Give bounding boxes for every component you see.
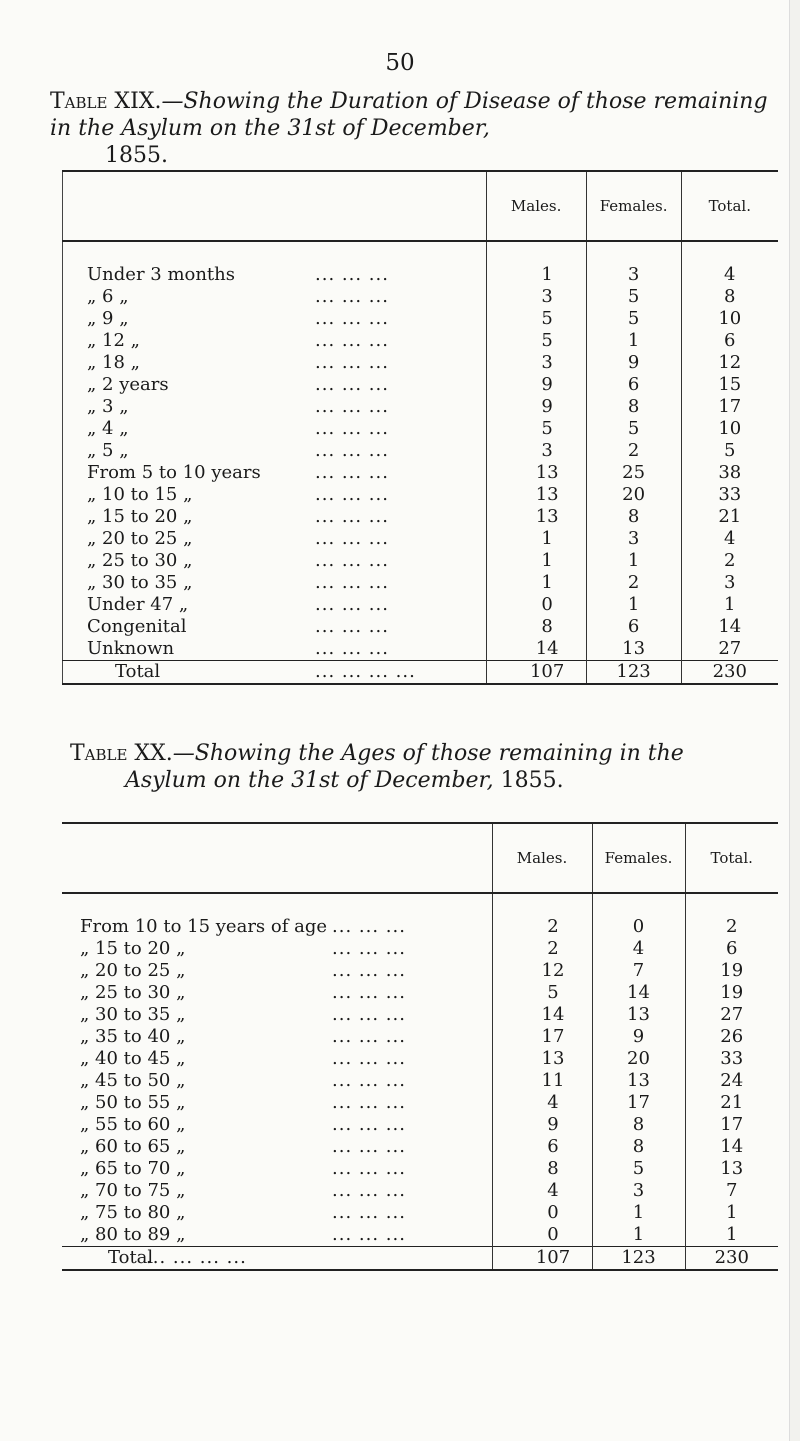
total-value: 6 [726, 938, 738, 959]
row-label-cell [63, 374, 487, 396]
females-value: 5 [586, 418, 681, 440]
row-label-cell [62, 1070, 492, 1092]
row-label: „ 65 to 70 „ [80, 1158, 186, 1179]
females-value: 1 [586, 594, 681, 616]
spacer-cell [592, 893, 685, 916]
spacer-cell [63, 241, 487, 264]
spacer-cell [486, 241, 586, 264]
total-value: 19 [720, 982, 744, 1003]
total-value: 2 [726, 916, 738, 937]
row-label-cell [62, 1026, 492, 1048]
row-label-cell [63, 550, 487, 572]
total-value: 38 [718, 462, 742, 483]
leader-dots: ... ... ... [332, 1136, 406, 1157]
table-19-caption-year: 1855. [105, 143, 168, 168]
row-label-cell [63, 572, 487, 594]
table-20-header-females: Females. [592, 823, 685, 893]
row-label-cell [63, 330, 487, 352]
total-value: 1 [726, 1202, 738, 1223]
row-label: „ 3 „ [87, 396, 129, 417]
row-label-cell [63, 528, 487, 550]
row-label: „ 5 „ [87, 440, 129, 461]
row-label-cell [63, 264, 487, 286]
row-label: „ 25 to 30 „ [87, 550, 193, 571]
leader-dots: ... ... ... [315, 308, 389, 329]
table-row [63, 594, 779, 616]
males-value: 0 [486, 594, 586, 616]
females-value: 8 [592, 1136, 685, 1158]
females-value: 17 [592, 1092, 685, 1114]
females-value: 8 [586, 506, 681, 528]
row-label: „ 6 „ [87, 286, 129, 307]
table-row [62, 1158, 778, 1180]
leader-dots: ... ... ... [332, 982, 406, 1003]
row-label: „ 20 to 25 „ [87, 528, 193, 549]
table-row [62, 1070, 778, 1092]
table-20-header-total: Total. [685, 823, 778, 893]
page-spine-edge [789, 0, 800, 1441]
total-label: Total [115, 661, 161, 682]
males-value: 4 [492, 1092, 592, 1114]
table-20-caption [70, 740, 800, 794]
table-row [62, 960, 778, 982]
females-value: 8 [586, 396, 681, 418]
row-label-cell [63, 462, 487, 484]
row-label: Under 3 months [87, 264, 235, 285]
row-label-cell [63, 616, 487, 638]
table-20-body [62, 893, 778, 1270]
females-value: 0 [592, 916, 685, 938]
leader-dots: ... ... ... [315, 264, 389, 285]
males-value: 12 [492, 960, 592, 982]
table-row [62, 1092, 778, 1114]
leader-dots: ... ... ... [315, 330, 389, 351]
males-value: 9 [486, 374, 586, 396]
males-value: 13 [486, 462, 586, 484]
total-total: 230 [681, 661, 778, 685]
females-value: 25 [586, 462, 681, 484]
leader-dots: ... ... ... [332, 960, 406, 981]
table-row [62, 982, 778, 1004]
males-value: 5 [492, 982, 592, 1004]
table-row [63, 616, 779, 638]
total-value: 27 [718, 638, 742, 659]
row-label-cell [62, 1180, 492, 1202]
males-value: 3 [486, 440, 586, 462]
row-label-cell [62, 1202, 492, 1224]
females-value: 2 [586, 572, 681, 594]
leader-dots: ... ... ... [315, 572, 389, 593]
total-value: 4 [724, 528, 736, 549]
males-value: 5 [486, 330, 586, 352]
females-value: 3 [586, 528, 681, 550]
table-19-caption [50, 88, 780, 169]
leader-dots: ... ... ... [315, 616, 389, 637]
total-females: 123 [586, 661, 681, 685]
table-19-header-label [63, 171, 487, 241]
table-20-header-label [62, 823, 492, 893]
row-label-cell [63, 440, 487, 462]
females-value: 2 [586, 440, 681, 462]
total-value: 19 [720, 960, 744, 981]
table-row [63, 550, 779, 572]
males-value: 5 [486, 308, 586, 330]
males-value: 2 [492, 916, 592, 938]
table-row [62, 938, 778, 960]
table-row [63, 374, 779, 396]
leader-dots: ... ... ... ... [146, 1247, 247, 1268]
row-label: „ 15 to 20 „ [80, 938, 186, 959]
total-value: 14 [718, 616, 742, 637]
males-value: 3 [486, 352, 586, 374]
spacer-cell [586, 241, 681, 264]
table-row [62, 1004, 778, 1026]
row-label: „ 10 to 15 „ [87, 484, 193, 505]
total-females: 123 [592, 1247, 685, 1271]
table-row [62, 916, 778, 938]
leader-dots: ... ... ... [332, 916, 406, 937]
females-value: 1 [586, 330, 681, 352]
leader-dots: ... ... ... [315, 396, 389, 417]
females-value: 6 [586, 616, 681, 638]
row-label-cell [63, 308, 487, 330]
total-value: 1 [724, 594, 736, 615]
males-value: 11 [492, 1070, 592, 1092]
females-value: 6 [586, 374, 681, 396]
males-value: 13 [492, 1048, 592, 1070]
row-label: „ 30 to 35 „ [80, 1004, 186, 1025]
row-label-cell [63, 396, 487, 418]
total-label-cell [62, 1247, 492, 1271]
leader-dots: ... ... ... [332, 1158, 406, 1179]
females-value: 20 [592, 1048, 685, 1070]
females-value: 1 [592, 1202, 685, 1224]
males-value: 8 [492, 1158, 592, 1180]
table-20-header-row [62, 823, 778, 893]
table-19-header-males: Males. [486, 171, 586, 241]
row-label-cell [62, 938, 492, 960]
table-row [63, 440, 779, 462]
table-20-caption-text: —Showing the Ages of those remaining in the [172, 741, 684, 766]
row-label: „ 45 to 50 „ [80, 1070, 186, 1091]
total-value: 3 [724, 572, 736, 593]
males-value: 5 [486, 418, 586, 440]
row-label-cell [62, 1092, 492, 1114]
leader-dots: ... ... ... [332, 1114, 406, 1135]
table-row [63, 484, 779, 506]
leader-dots: ... ... ... [315, 286, 389, 307]
total-males: 107 [492, 1247, 592, 1271]
males-value: 1 [486, 264, 586, 286]
total-value: 33 [720, 1048, 744, 1069]
table-row [62, 1202, 778, 1224]
spacer-cell [681, 241, 778, 264]
leader-dots: ... ... ... [315, 638, 389, 659]
leader-dots: ... ... ... [332, 938, 406, 959]
table-row [63, 528, 779, 550]
females-value: 3 [586, 264, 681, 286]
row-label-cell [62, 1158, 492, 1180]
total-row [62, 1247, 778, 1271]
males-value: 3 [486, 286, 586, 308]
row-label: „ 4 „ [87, 418, 129, 439]
total-value: 17 [720, 1114, 744, 1135]
leader-dots: ... ... ... [315, 594, 389, 615]
males-value: 0 [492, 1202, 592, 1224]
total-value: 10 [718, 308, 742, 329]
males-value: 0 [492, 1224, 592, 1247]
leader-dots: ... ... ... [332, 1070, 406, 1091]
females-value: 13 [592, 1070, 685, 1092]
table-19-header-total: Total. [681, 171, 778, 241]
leader-dots: ... ... ... [315, 484, 389, 505]
row-label: „ 2 years [87, 374, 169, 395]
spacer-cell [492, 893, 592, 916]
total-value: 8 [724, 286, 736, 307]
males-value: 14 [492, 1004, 592, 1026]
females-value: 14 [592, 982, 685, 1004]
row-label: „ 75 to 80 „ [80, 1202, 186, 1223]
row-label: „ 55 to 60 „ [80, 1114, 186, 1135]
leader-dots: ... ... ... [332, 1026, 406, 1047]
total-value: 2 [724, 550, 736, 571]
males-value: 1 [486, 528, 586, 550]
total-value: 24 [720, 1070, 744, 1091]
row-label: „ 18 „ [87, 352, 140, 373]
table-row [62, 1114, 778, 1136]
row-label: „ 35 to 40 „ [80, 1026, 186, 1047]
table-19 [62, 170, 778, 685]
row-label-cell [62, 982, 492, 1004]
leader-dots: ... ... ... [332, 1048, 406, 1069]
table-row [63, 330, 779, 352]
row-label-cell [63, 506, 487, 528]
row-label-cell [63, 594, 487, 616]
leader-dots: ... ... ... [315, 418, 389, 439]
table-row [63, 286, 779, 308]
males-value: 8 [486, 616, 586, 638]
row-label-cell [62, 1136, 492, 1158]
row-label: Unknown [87, 638, 175, 659]
spacer-row [63, 241, 779, 264]
total-value: 26 [720, 1026, 744, 1047]
males-value: 6 [492, 1136, 592, 1158]
total-value: 15 [718, 374, 742, 395]
total-value: 5 [724, 440, 736, 461]
females-value: 8 [592, 1114, 685, 1136]
females-value: 3 [592, 1180, 685, 1202]
row-label-cell [63, 286, 487, 308]
table-row [62, 1048, 778, 1070]
total-value: 27 [720, 1004, 744, 1025]
females-value: 20 [586, 484, 681, 506]
leader-dots: ... ... ... [332, 1180, 406, 1201]
total-value: 12 [718, 352, 742, 373]
leader-dots: ... ... ... [315, 506, 389, 527]
leader-dots: ... ... ... [315, 352, 389, 373]
leader-dots: ... ... ... [315, 462, 389, 483]
leader-dots: ... ... ... [315, 528, 389, 549]
row-label-cell [62, 916, 492, 938]
total-total: 230 [685, 1247, 778, 1271]
table-row [63, 462, 779, 484]
row-label: „ 50 to 55 „ [80, 1092, 186, 1113]
table-row [62, 1136, 778, 1158]
row-label-cell [62, 1224, 492, 1247]
total-value: 21 [720, 1092, 744, 1113]
total-value: 21 [718, 506, 742, 527]
females-value: 5 [592, 1158, 685, 1180]
table-19-header-females: Females. [586, 171, 681, 241]
table-row [62, 1026, 778, 1048]
total-row [63, 661, 779, 685]
leader-dots: ... ... ... [332, 1224, 406, 1245]
table-20 [62, 822, 778, 1271]
females-value: 13 [586, 638, 681, 661]
females-value: 5 [586, 286, 681, 308]
males-value: 1 [486, 572, 586, 594]
row-label: Under 47 „ [87, 594, 189, 615]
leader-dots: ... ... ... [315, 374, 389, 395]
row-label: „ 9 „ [87, 308, 129, 329]
table-row [63, 506, 779, 528]
total-value: 10 [718, 418, 742, 439]
total-value: 13 [720, 1158, 744, 1179]
total-label: Total [108, 1247, 154, 1268]
table-row [62, 1180, 778, 1202]
row-label-cell [62, 960, 492, 982]
table-row [63, 572, 779, 594]
females-value: 9 [586, 352, 681, 374]
spacer-cell [62, 893, 492, 916]
females-value: 7 [592, 960, 685, 982]
females-value: 5 [586, 308, 681, 330]
females-value: 9 [592, 1026, 685, 1048]
females-value: 1 [586, 550, 681, 572]
table-19-caption-text: —Showing the Duration of Disease of those remaining in the Asylum on the 31st of December, [50, 89, 768, 141]
total-males: 107 [486, 661, 586, 685]
leader-dots: ... ... ... [332, 1092, 406, 1113]
males-value: 9 [486, 396, 586, 418]
row-label-cell [62, 1004, 492, 1026]
row-label: „ 70 to 75 „ [80, 1180, 186, 1201]
table-row [63, 352, 779, 374]
row-label: „ 20 to 25 „ [80, 960, 186, 981]
leader-dots: ... ... ... [315, 440, 389, 461]
total-value: 14 [720, 1136, 744, 1157]
leader-dots: ... ... ... [332, 1004, 406, 1025]
males-value: 9 [492, 1114, 592, 1136]
total-value: 6 [724, 330, 736, 351]
row-label: „ 40 to 45 „ [80, 1048, 186, 1069]
leader-dots: ... ... ... [332, 1202, 406, 1223]
table-row [63, 308, 779, 330]
table-20-caption-year: 1855. [500, 768, 564, 793]
table-20-header-males: Males. [492, 823, 592, 893]
row-label: Congenital [87, 616, 187, 637]
males-value: 1 [486, 550, 586, 572]
spacer-cell [685, 893, 778, 916]
table-row [63, 638, 779, 661]
total-label-cell [63, 661, 487, 685]
row-label: „ 12 „ [87, 330, 140, 351]
table-19-body [63, 241, 779, 684]
males-value: 13 [486, 484, 586, 506]
row-label: „ 30 to 35 „ [87, 572, 193, 593]
leader-dots: ... ... ... ... [315, 661, 416, 682]
row-label-cell [62, 1048, 492, 1070]
row-label-cell [63, 352, 487, 374]
total-value: 1 [726, 1224, 738, 1245]
row-label-cell [63, 484, 487, 506]
row-label: From 5 to 10 years [87, 462, 261, 483]
row-label: From 10 to 15 years of age [80, 916, 328, 937]
table-19-caption-lead: Table XIX. [50, 89, 162, 114]
row-label: „ 25 to 30 „ [80, 982, 186, 1003]
females-value: 1 [592, 1224, 685, 1247]
table-row [63, 264, 779, 286]
spacer-row [62, 893, 778, 916]
males-value: 2 [492, 938, 592, 960]
males-value: 13 [486, 506, 586, 528]
table-row [63, 396, 779, 418]
row-label-cell [63, 418, 487, 440]
row-label: „ 60 to 65 „ [80, 1136, 186, 1157]
males-value: 4 [492, 1180, 592, 1202]
row-label-cell [62, 1114, 492, 1136]
leader-dots: ... ... ... [315, 550, 389, 571]
row-label-cell [63, 638, 487, 661]
row-label: „ 15 to 20 „ [87, 506, 193, 527]
table-20-caption-text2: Asylum on the 31st of December, [125, 768, 494, 793]
table-row [62, 1224, 778, 1247]
row-label: „ 80 to 89 „ [80, 1224, 186, 1245]
table-row [63, 418, 779, 440]
females-value: 13 [592, 1004, 685, 1026]
total-value: 4 [724, 264, 736, 285]
males-value: 17 [492, 1026, 592, 1048]
males-value: 14 [486, 638, 586, 661]
table-19-header-row [63, 171, 779, 241]
females-value: 4 [592, 938, 685, 960]
total-value: 17 [718, 396, 742, 417]
total-value: 33 [718, 484, 742, 505]
total-value: 7 [726, 1180, 738, 1201]
page-number: 50 [385, 50, 415, 76]
table-20-caption-lead: Table XX. [70, 741, 173, 766]
